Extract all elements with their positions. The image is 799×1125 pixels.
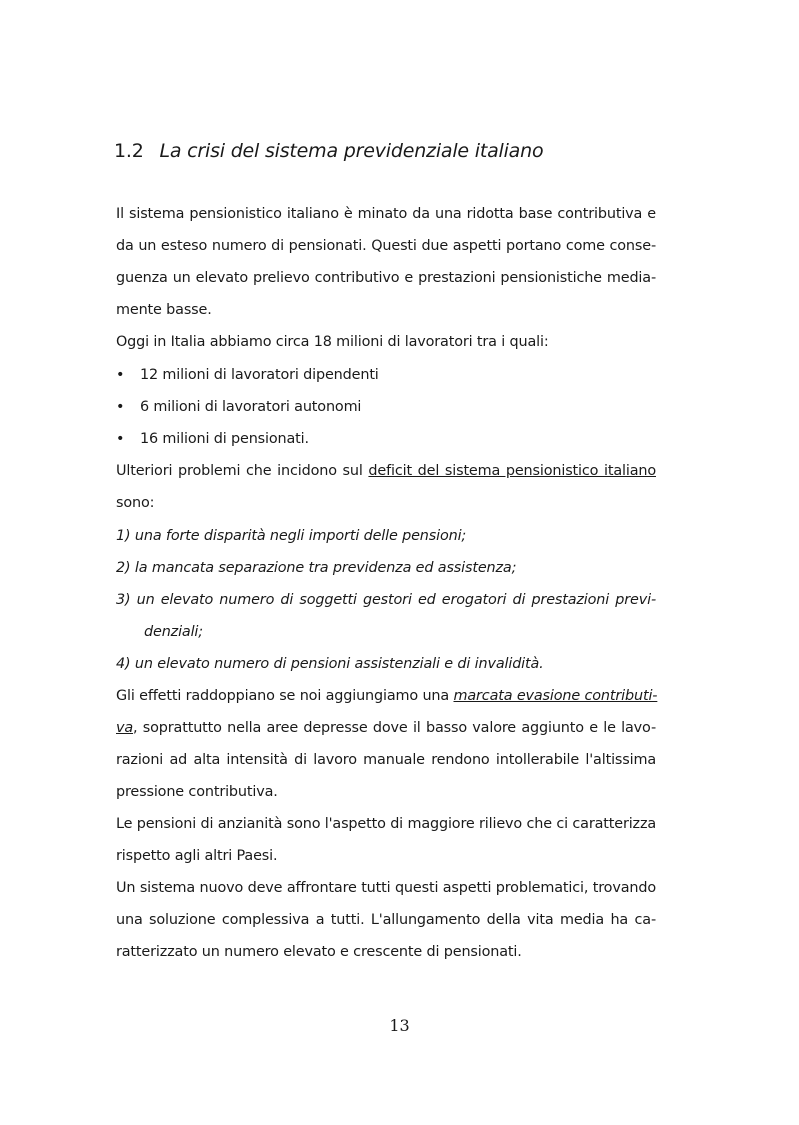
- paragraph-line: guenza un elevato prelievo contributivo e prestazioni pensionistiche media-: [116, 270, 656, 286]
- paragraph-line: sono:: [116, 495, 155, 511]
- numbered-item: 2) la mancata separazione tra previdenza ed assistenza;: [116, 560, 517, 576]
- section-heading: [114, 140, 543, 162]
- section-title: La crisi del sistema previdenziale italiano: [159, 140, 544, 162]
- paragraph-line: rispetto agli altri Paesi.: [116, 848, 278, 864]
- list-item: • 16 milioni di pensionati.: [116, 431, 309, 447]
- underlined-term: deficit del sistema pensionistico italiano: [368, 463, 656, 479]
- paragraph-line: Il sistema pensionistico italiano è minato da una ridotta base contributiva e: [116, 206, 656, 222]
- paragraph-line: Ulteriori problemi che incidono sul deficit del sistema pensionistico italiano: [116, 463, 656, 479]
- numbered-item: 3) un elevato numero di soggetti gestori ed erogatori di prestazioni previ-: [116, 592, 656, 608]
- section-number: 1.2: [114, 140, 144, 162]
- paragraph-line: pressione contributiva.: [116, 784, 278, 800]
- paragraph-line: mente basse.: [116, 302, 212, 318]
- underlined-term: va: [116, 720, 134, 736]
- numbered-item-continuation: denziali;: [144, 624, 203, 640]
- paragraph-line: Gli effetti raddoppiano se noi aggiungiamo una marcata evasione contributi-: [116, 688, 658, 704]
- paragraph-line: da un esteso numero di pensionati. Questi due aspetti portano come conse-: [116, 238, 656, 254]
- paragraph-line: ratterizzato un numero elevato e crescente di pensionati.: [116, 944, 522, 960]
- numbered-item: 4) un elevato numero di pensioni assistenziali e di invalidità.: [116, 656, 544, 672]
- page-number: 13: [389, 1016, 410, 1035]
- paragraph-line: Un sistema nuovo deve affrontare tutti questi aspetti problematici, trovando: [116, 880, 656, 896]
- bullet-icon: •: [116, 399, 125, 415]
- list-item: • 6 milioni di lavoratori autonomi: [116, 399, 362, 415]
- numbered-item: 1) una forte disparità negli importi delle pensioni;: [116, 528, 467, 544]
- paragraph-line: razioni ad alta intensità di lavoro manuale rendono intollerabile l'altissima: [116, 752, 656, 768]
- bullet-icon: •: [116, 367, 125, 383]
- bullet-icon: •: [116, 431, 125, 447]
- paragraph-line: una soluzione complessiva a tutti. L'allungamento della vita media ha ca-: [116, 912, 656, 928]
- underlined-term: marcata evasione contributi-: [453, 688, 658, 704]
- paragraph-line: va, soprattutto nella aree depresse dove il basso valore aggiunto e le lavo-: [116, 720, 656, 736]
- paragraph-line: Le pensioni di anzianità sono l'aspetto di maggiore rilievo che ci caratterizza: [116, 816, 657, 832]
- paragraph-line: Oggi in Italia abbiamo circa 18 milioni di lavoratori tra i quali:: [116, 334, 549, 350]
- list-item: • 12 milioni di lavoratori dipendenti: [116, 367, 379, 383]
